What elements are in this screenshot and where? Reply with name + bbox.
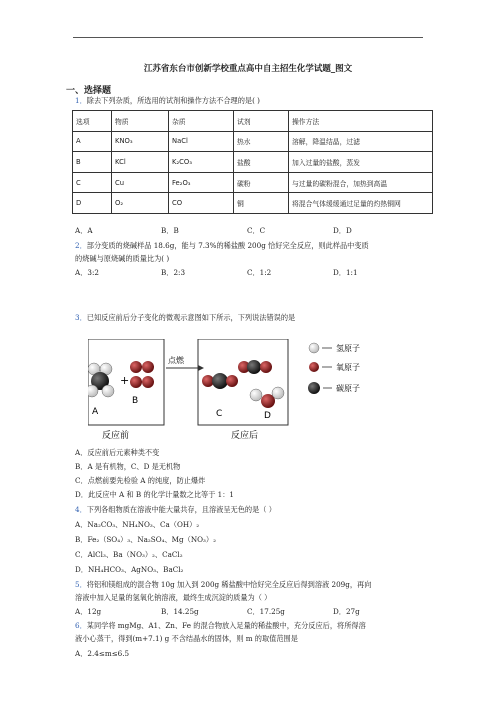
table-cell: 碳粉 (234, 172, 289, 193)
option-d[interactable]: D．此反应中 A 和 B 的化学计量数之比等于 1：1 (75, 490, 234, 499)
table-cell: 溶解，降温结晶，过滤 (289, 131, 433, 152)
label-b: B (132, 396, 139, 406)
legend-item: 碳原子 (336, 384, 360, 393)
label-d: D (264, 411, 271, 421)
table-row (73, 131, 433, 152)
table-cell: CO (169, 193, 234, 214)
question-number: 1． (75, 96, 87, 105)
page-title: 江苏省东台市创新学校重点高中自主招生化学试题_图文 (143, 64, 353, 74)
section-heading: 一、选择题 (66, 86, 112, 96)
question-text: 除去下列杂质，所选用的试剂和操作方法不合理的是( ) (86, 96, 260, 105)
choices-row (75, 226, 352, 236)
question-4 (75, 505, 276, 514)
option-b[interactable]: B．A 是有机物，C、D 是无机物 (75, 462, 181, 471)
option-d[interactable]: D．NH₄HCO₃、AgNO₃、BaCl₂ (75, 565, 184, 574)
table-cell: A (73, 131, 112, 152)
table-cell: 与过量的碳粉混合，加热到高温 (289, 172, 433, 193)
table-cell: 盐酸 (234, 152, 289, 173)
label-a: A (92, 407, 99, 417)
oxygen-atom-icon (309, 362, 319, 372)
choice-c[interactable]: C．C (247, 226, 266, 235)
table-cell: K₂CO₃ (169, 152, 234, 173)
question-1 (75, 96, 260, 105)
table-cell: 铜 (234, 193, 289, 214)
choice-b[interactable]: B．2:3 (161, 268, 186, 277)
question-2 (75, 241, 369, 250)
question-text: 将铝和镁组成的混合物 10g 加入到 200g 稀盐酸中恰好完全反应后得到溶液 209g，再向 (86, 580, 372, 589)
label-c: C (216, 409, 223, 419)
option-b[interactable]: B．Fe₂（SO₄）₃、Na₂SO₄、Mg（NO₃）₂ (75, 535, 216, 544)
after-label: 反应后 (231, 431, 259, 441)
table-cell: Cu (112, 172, 169, 193)
choice-c[interactable]: C．1:2 (247, 268, 272, 277)
hydrogen-atom-icon (309, 343, 319, 353)
question-3 (75, 313, 295, 322)
question-6 (75, 621, 366, 630)
table-cell: KCl (112, 152, 169, 173)
table-header-cell: 选项 (73, 111, 112, 132)
table-cell: O₂ (112, 193, 169, 214)
molecule-diagram (88, 339, 478, 445)
table-row (73, 152, 433, 173)
table-cell: NaCl (169, 131, 234, 152)
table-cell: D (73, 193, 112, 214)
table-cell: 将混合气体缓缓通过足量的灼热铜网 (289, 193, 433, 214)
carbon-atom-icon (308, 382, 320, 394)
choices-row (75, 268, 358, 278)
question-text: 已知反应前后分子变化的微观示意图如下所示，下列说法错误的是 (86, 313, 296, 322)
option-a[interactable]: A．Na₂CO₃、NH₄NO₃、Ca（OH）₂ (75, 520, 200, 529)
table-header-cell: 杂质 (169, 111, 234, 132)
question-text: 下列各组物质在溶液中能大量共存，且溶液呈无色的是（ ） (86, 505, 276, 514)
table-header-cell: 试剂 (234, 111, 289, 132)
question-number: 6． (75, 621, 87, 630)
choice-a[interactable]: A．A (75, 226, 93, 235)
question-number: 5． (75, 580, 87, 589)
question-text-continued: 的烧碱与原烧碱的质量比为( ) (75, 254, 170, 263)
table-cell: KNO₃ (112, 131, 169, 152)
question-5 (75, 580, 371, 589)
choice-b[interactable]: B．B (161, 226, 179, 235)
option-c[interactable]: C．AlCl₃、Ba（NO₃）₂、CaCl₂ (75, 550, 183, 559)
option-a[interactable]: A．反应前后元素种类不变 (75, 448, 160, 457)
arrow-head-icon (198, 365, 204, 371)
legend-item: 氧原子 (336, 363, 360, 372)
table-cell: 热水 (234, 131, 289, 152)
question-number: 2． (75, 241, 87, 250)
question-text: 某同学将 mgMg、A1、Zn、Fe 的混合物放入足量的稀盐酸中，充分反应后，将所得溶 (86, 621, 366, 630)
table-header-cell: 物质 (112, 111, 169, 132)
question-text-continued: 溶液中加入足量的氢氧化钠溶液，最终生成沉淀的质量为（ ） (75, 593, 272, 602)
choice-d[interactable]: D．1:1 (333, 268, 358, 277)
legend-item: 氢原子 (336, 344, 360, 353)
choice-b[interactable]: B．14.25g (161, 607, 199, 616)
question-text: 部分变质的烧碱样品 18.6g，能与 7.3%的稀盐酸 200g 恰好完全反应，则此样品中变质 (86, 241, 369, 250)
option-a[interactable]: A．2.4≤m≤6.5 (75, 649, 130, 658)
molecule-d (250, 387, 284, 408)
table-header-row (73, 111, 433, 132)
molecule-b (130, 361, 154, 388)
table-row (73, 172, 433, 193)
option-c[interactable]: C．点燃前要先检验 A 的纯度，防止爆炸 (75, 476, 206, 485)
question-text-continued: 液小心蒸干，得到(m+7.1) g 不含结晶水的固体，则 m 的取值范围是 (75, 634, 298, 643)
choice-d[interactable]: D．27g (333, 607, 360, 616)
table-header-cell: 操作方法 (289, 111, 433, 132)
choices-row (75, 607, 360, 617)
choice-a[interactable]: A．3:2 (75, 268, 99, 277)
table-cell: C (73, 172, 112, 193)
table-cell: B (73, 152, 112, 173)
header-rule (73, 37, 423, 38)
molecule-a (88, 363, 114, 397)
table-cell: 加入过量的盐酸，蒸发 (289, 152, 433, 173)
legend (308, 343, 360, 394)
question-number: 4． (75, 505, 87, 514)
arrow-label: 点燃 (168, 356, 184, 365)
choice-c[interactable]: C．17.25g (247, 607, 285, 616)
question-number: 3． (75, 313, 87, 322)
options-table (72, 110, 433, 214)
table-row (73, 193, 433, 214)
molecule-c (202, 360, 272, 389)
choice-d[interactable]: D．D (333, 226, 352, 235)
plus-sign: + (120, 374, 130, 387)
choice-a[interactable]: A．12g (75, 607, 102, 616)
before-label: 反应前 (102, 431, 130, 441)
table-cell: Fe₂O₃ (169, 172, 234, 193)
